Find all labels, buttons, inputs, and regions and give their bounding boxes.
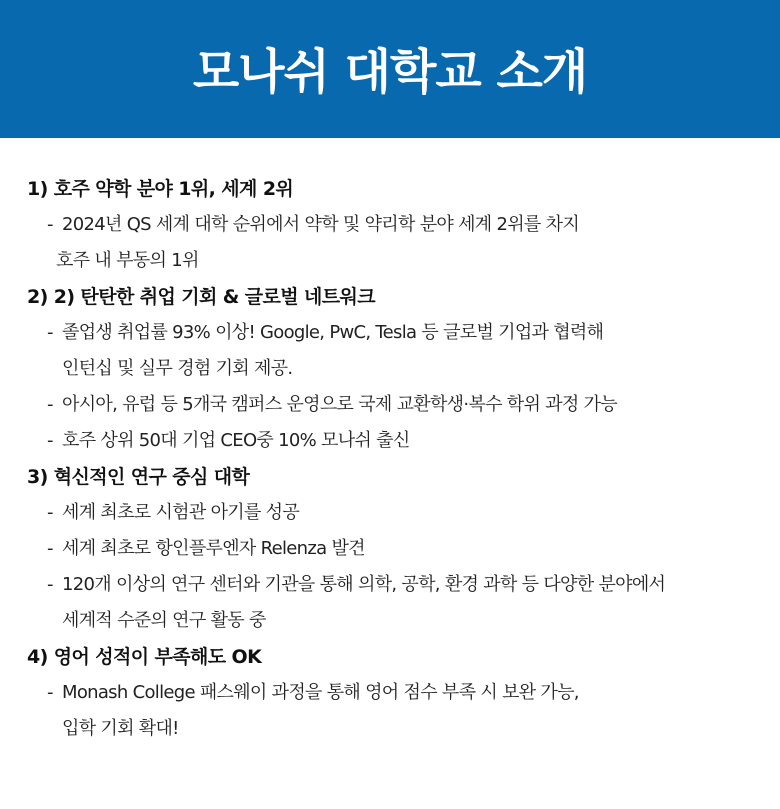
bullet-dash: - bbox=[47, 430, 53, 451]
item-text: 세계 최초로 항인플루엔자 Relenza 발견 bbox=[62, 538, 365, 559]
section-heading: 1) 호주 약학 분야 1위, 세계 2위 bbox=[27, 178, 294, 200]
list-item bbox=[27, 675, 772, 747]
item-text-continued: 입학 기회 확대! bbox=[62, 718, 179, 739]
title-banner bbox=[0, 0, 780, 138]
bullet-dash: - bbox=[47, 214, 53, 235]
section-heading: 2) 2) 탄탄한 취업 기회 & 글로벌 네트워크 bbox=[27, 286, 376, 308]
section-2 bbox=[27, 279, 772, 459]
item-text: 120개 이상의 연구 센터와 기관을 통해 의학, 공학, 환경 과학 등 다양한 분야에서 bbox=[62, 574, 666, 595]
item-text: Monash College 패스웨이 과정을 통해 영어 점수 부족 시 보완 가능, bbox=[62, 682, 579, 703]
item-text: 2024년 QS 세계 대학 순위에서 약학 및 약리학 분야 세계 2위를 차지 bbox=[62, 214, 580, 235]
bullet-dash: - bbox=[47, 682, 53, 703]
bullet-dash: - bbox=[47, 322, 53, 343]
list-item bbox=[27, 423, 772, 459]
page-title: 모나쉬 대학교 소개 bbox=[192, 43, 588, 100]
section-heading: 4) 영어 성적이 부족해도 OK bbox=[27, 646, 262, 668]
bullet-dash: - bbox=[47, 502, 53, 523]
bullet-dash: - bbox=[47, 574, 53, 595]
bullet-dash: - bbox=[47, 394, 53, 415]
item-text: 아시아, 유럽 등 5개국 캠퍼스 운영으로 국제 교환학생·복수 학위 과정 가능 bbox=[62, 394, 617, 415]
list-item bbox=[27, 567, 772, 639]
list-item bbox=[27, 531, 772, 567]
bullet-dash: - bbox=[47, 538, 53, 559]
section-heading: 3) 혁신적인 연구 중심 대학 bbox=[27, 466, 250, 488]
item-text-continued: 인턴십 및 실무 경험 기회 제공. bbox=[62, 358, 293, 379]
list-item bbox=[27, 207, 772, 279]
section-1 bbox=[27, 171, 772, 279]
list-item bbox=[27, 387, 772, 423]
item-text: 세계 최초로 시험관 아기를 성공 bbox=[62, 502, 300, 523]
list-item bbox=[27, 495, 772, 531]
item-text-continued: 호주 내 부동의 1위 bbox=[56, 250, 199, 271]
section-4 bbox=[27, 639, 772, 747]
item-text-continued: 세계적 수준의 연구 활동 중 bbox=[62, 610, 266, 631]
item-text: 호주 상위 50대 기업 CEO중 10% 모나쉬 출신 bbox=[62, 430, 410, 451]
intro-content bbox=[27, 171, 772, 747]
item-text: 졸업생 취업률 93% 이상! Google, PwC, Tesla 등 글로벌 기업과 협력해 bbox=[62, 322, 604, 343]
list-item bbox=[27, 315, 772, 387]
section-3 bbox=[27, 459, 772, 639]
